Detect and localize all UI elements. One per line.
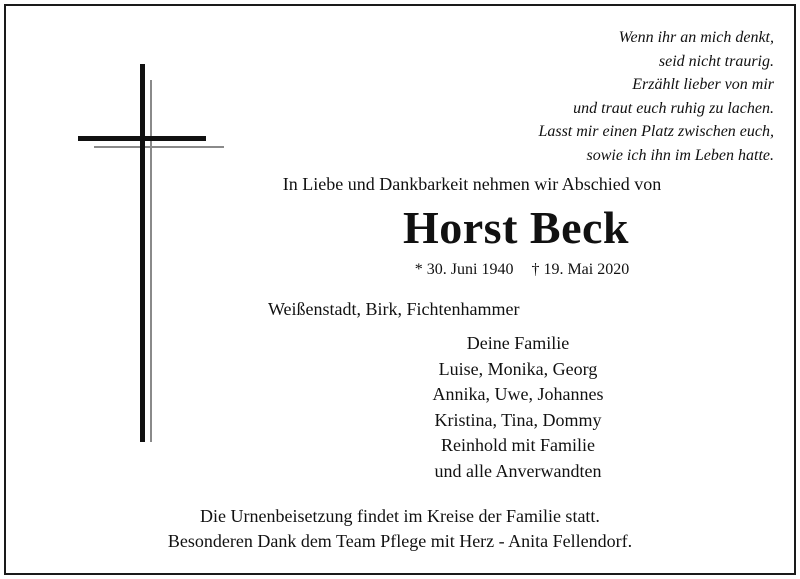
- family-line: Reinhold mit Familie: [441, 435, 595, 455]
- footer-line: Besonderen Dank dem Team Pflege mit Herz - Anita Fellendorf.: [167, 531, 633, 551]
- cross-accent-vertical: [150, 80, 152, 442]
- cross-icon: [6, 6, 236, 466]
- poem-line: sowie ich ihn im Leben hatte.: [586, 146, 774, 164]
- footer-line: Die Urnenbeisetzung findet im Kreise der Familie statt.: [200, 506, 600, 526]
- cross-horizontal-bar: [78, 136, 206, 141]
- poem: [414, 26, 774, 167]
- obituary-notice: [4, 4, 796, 575]
- deceased-name: Horst Beck: [402, 202, 629, 253]
- poem-line: Erzählt lieber von mir: [632, 76, 774, 93]
- footer-note: [6, 504, 794, 554]
- family-signature: [378, 331, 658, 484]
- cross-accent-horizontal: [94, 146, 224, 148]
- place-text: Weißenstadt, Birk, Fichtenhammer: [268, 299, 520, 319]
- poem-line: und traut euch ruhig zu lachen.: [573, 99, 774, 117]
- family-line: Luise, Monika, Georg: [438, 358, 598, 379]
- family-line: Kristina, Tina, Dommy: [434, 409, 602, 430]
- family-line: Deine Familie: [466, 333, 570, 353]
- life-dates: [362, 261, 682, 279]
- family-line: Annika, Uwe, Johannes: [432, 384, 604, 404]
- cross-vertical-bar: [140, 64, 145, 442]
- poem-line: Lasst mir einen Platz zwischen euch,: [538, 123, 774, 140]
- poem-line: seid nicht traurig.: [658, 52, 774, 70]
- death-date: † 19. Mai 2020: [531, 261, 630, 278]
- family-line: und alle Anverwandten: [434, 460, 602, 481]
- poem-line: Wenn ihr an mich denkt,: [618, 29, 774, 46]
- birth-date: * 30. Juni 1940: [414, 261, 514, 278]
- intro-text: In Liebe und Dankbarkeit nehmen wir Abschied von: [282, 174, 662, 194]
